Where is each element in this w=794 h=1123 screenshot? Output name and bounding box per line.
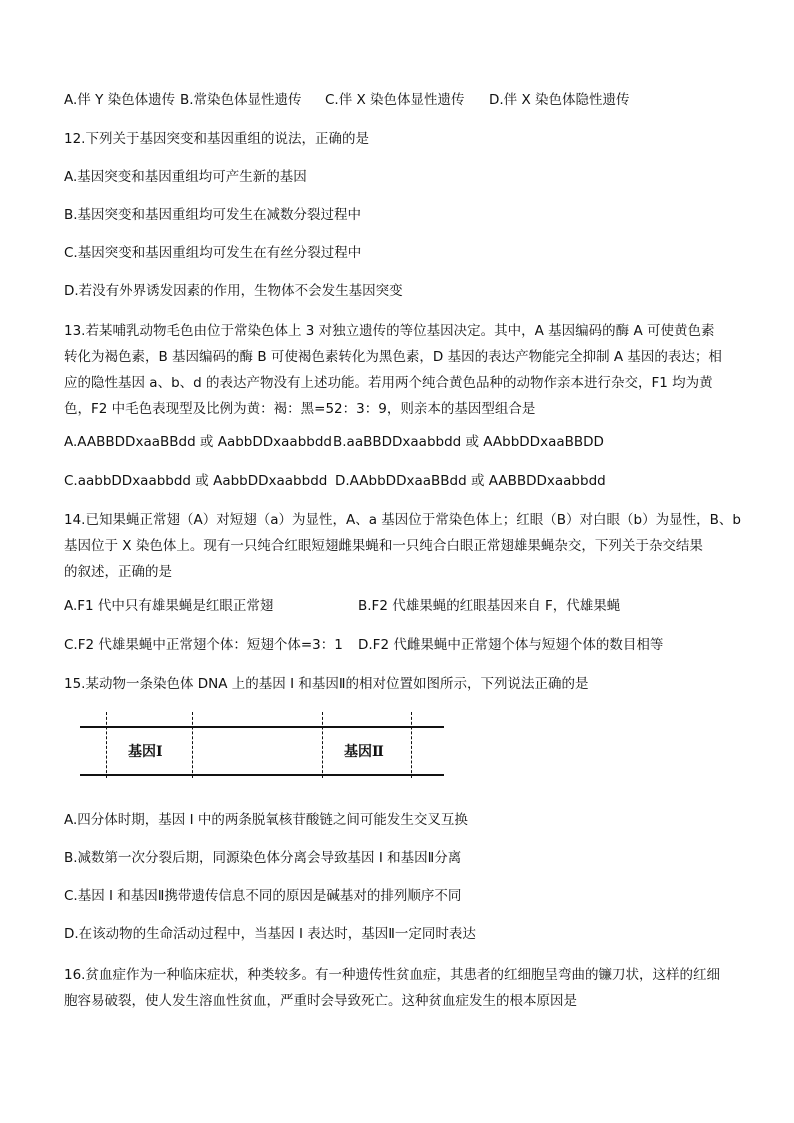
- q13-stem: [64, 318, 754, 422]
- gene2-right-boundary: [411, 712, 412, 778]
- q13-stem-line: 应的隐性基因 a、b、d 的表达产物没有上述功能。若用两个纯合黄色品种的动物作亲本进行杂交，F1 均为黄: [64, 375, 713, 391]
- q15-option-d: D.在该动物的生命活动过程中，当基因 I 表达时，基因Ⅱ一定同时表达: [64, 926, 476, 942]
- q16-stem-line: 16.贫血症作为一种临床症状，种类较多。有一种遗传性贫血症，其患者的红细胞呈弯曲的镰刀状，这样的红细: [64, 967, 720, 983]
- q12-stem: 12.下列关于基因突变和基因重组的说法，正确的是: [64, 131, 369, 147]
- gene2-label: 基因Ⅱ: [344, 744, 384, 760]
- dna-diagram: [80, 712, 444, 778]
- q14-stem-line: 的叙述，正确的是: [64, 564, 172, 580]
- gene1-label: 基因Ⅰ: [128, 744, 163, 760]
- q13-option-c: C.aabbDDxaabbdd 或 AabbDDxaabbdd: [64, 473, 328, 489]
- q13-option-b: B.aaBBDDxaabbdd 或 AAbbDDxaaBBDD: [333, 434, 604, 450]
- q15-option-c: C.基因 I 和基因Ⅱ携带遗传信息不同的原因是碱基对的排列顺序不同: [64, 888, 462, 904]
- q13-stem-line: 转化为褐色素，B 基因编码的酶 B 可使褐色素转化为黑色素，D 基因的表达产物能完全抑制 A 基因的表达；相: [64, 349, 722, 365]
- gene1-right-boundary: [192, 712, 193, 778]
- q12-option-d: D.若没有外界诱发因素的作用，生物体不会发生基因突变: [64, 283, 403, 299]
- gene1-left-boundary: [106, 712, 107, 778]
- q11-option-b: B.常染色体显性遗传: [180, 92, 302, 108]
- q13-option-a: A.AABBDDxaaBBdd 或 AabbDDxaabbdd: [64, 434, 332, 450]
- q12-option-c: C.基因突变和基因重组均可发生在有丝分裂过程中: [64, 245, 362, 261]
- q15-stem: 15.某动物一条染色体 DNA 上的基因 I 和基因Ⅱ的相对位置如图所示，下列说法正确的是: [64, 676, 589, 692]
- dna-strand-bottom: [80, 774, 444, 776]
- q11-option-d: D.伴 X 染色体隐性遗传: [489, 92, 630, 108]
- q12-option-a: A.基因突变和基因重组均可产生新的基因: [64, 169, 307, 185]
- q14-option-d: D.F2 代雌果蝇中正常翅个体与短翅个体的数目相等: [358, 637, 664, 653]
- q16-stem: [64, 962, 754, 1014]
- q14-option-b: B.F2 代雄果蝇的红眼基因来自 F，代雄果蝇: [358, 598, 621, 614]
- q13-stem-line: 13.若某哺乳动物毛色由位于常染色体上 3 对独立遗传的等位基因决定。其中，A 基因编码的酶 A 可使黄色素: [64, 323, 715, 339]
- q12-option-b: B.基因突变和基因重组均可发生在减数分裂过程中: [64, 207, 362, 223]
- q11-option-c: C.伴 X 染色体显性遗传: [325, 92, 465, 108]
- gene2-left-boundary: [322, 712, 323, 778]
- q14-stem-line: 14.已知果蝇正常翅（A）对短翅（a）为显性，A、a 基因位于常染色体上；红眼（B）对白眼（b）为显性，B、b: [64, 512, 741, 528]
- q14-stem: [64, 507, 754, 585]
- q14-option-a: A.F1 代中只有雄果蝇是红眼正常翅: [64, 598, 274, 614]
- q11-option-a: A.伴 Y 染色体遗传: [64, 92, 176, 108]
- dna-strand-top: [80, 726, 444, 728]
- q15-option-b: B.减数第一次分裂后期，同源染色体分离会导致基因 I 和基因Ⅱ分离: [64, 850, 462, 866]
- q14-stem-line: 基因位于 X 染色体上。现有一只纯合红眼短翅雌果蝇和一只纯合白眼正常翅雄果蝇杂交，下列关于杂交结果: [64, 538, 703, 554]
- q13-stem-line: 色，F2 中毛色表现型及比例为黄：褐：黑=52：3：9，则亲本的基因型组合是: [64, 401, 536, 417]
- q15-option-a: A.四分体时期，基因 I 中的两条脱氧核苷酸链之间可能发生交叉互换: [64, 812, 468, 828]
- q16-stem-line: 胞容易破裂，使人发生溶血性贫血，严重时会导致死亡。这种贫血症发生的根本原因是: [64, 993, 577, 1009]
- q13-option-d: D.AAbbDDxaaBBdd 或 AABBDDxaabbdd: [335, 473, 606, 489]
- q14-option-c: C.F2 代雄果蝇中正常翅个体：短翅个体=3：1: [64, 637, 343, 653]
